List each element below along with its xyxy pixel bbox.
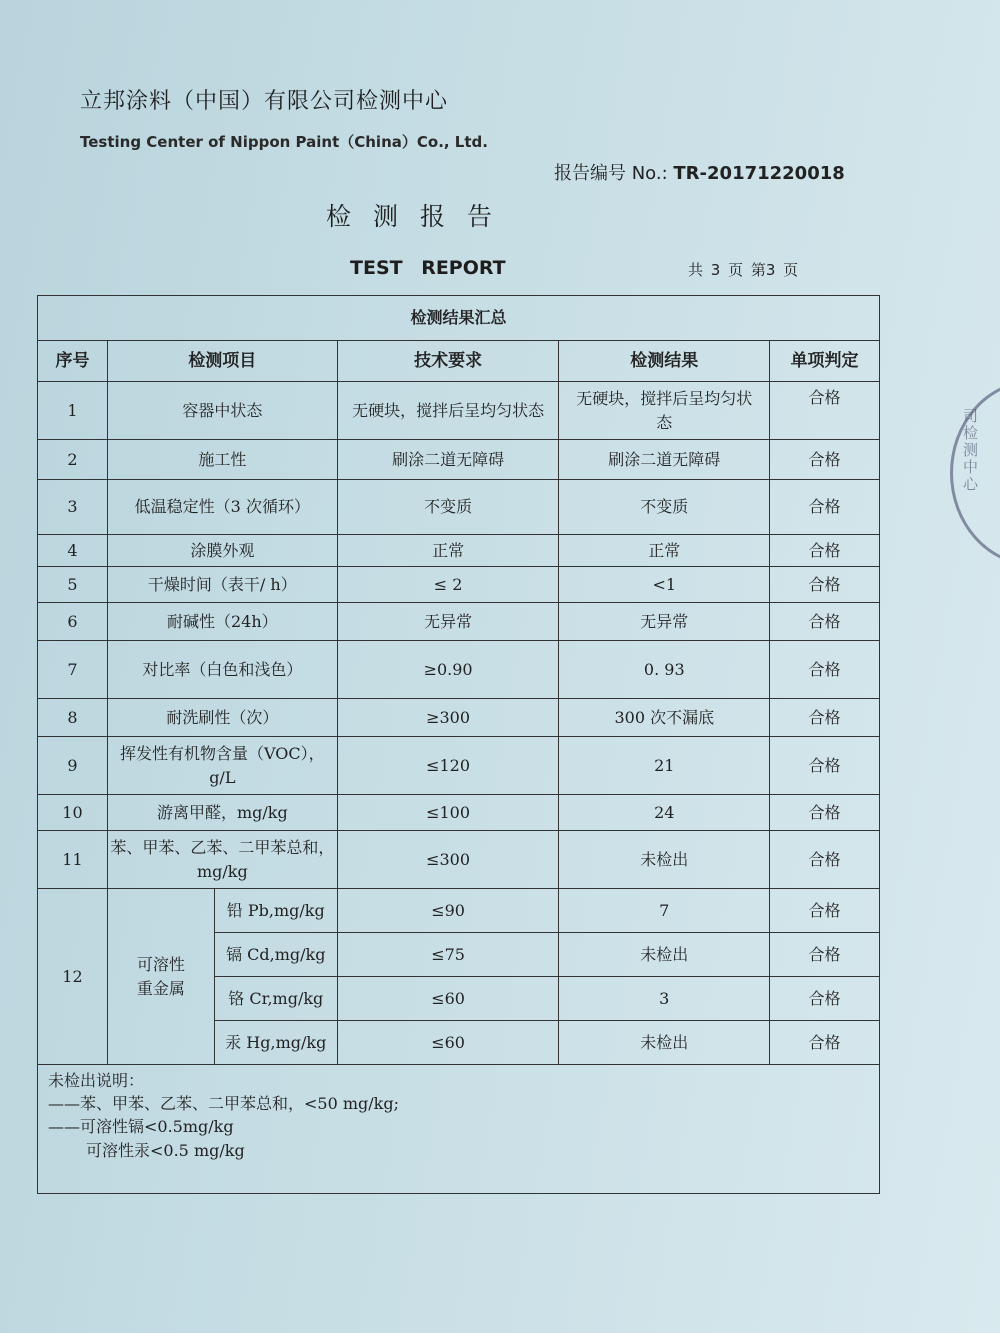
verdict: 合格	[770, 382, 880, 440]
test-result: 正常	[559, 535, 770, 567]
report-number-label: 报告编号 No.:	[554, 163, 668, 184]
test-item: 低温稳定性（3 次循环）	[107, 480, 337, 535]
not-detected-notes	[38, 1065, 880, 1194]
table-row	[38, 603, 880, 641]
test-result: 7	[559, 889, 770, 933]
test-sub-item: 镉 Cd,mg/kg	[214, 933, 337, 977]
row-number: 2	[38, 440, 108, 480]
company-name-cn: 立邦涂料（中国）有限公司检测中心	[80, 89, 449, 114]
page-info: 共 3 页 第3 页	[688, 261, 799, 279]
table-caption: 检测结果汇总	[38, 296, 880, 341]
verdict: 合格	[770, 795, 880, 831]
header-item: 检测项目	[107, 341, 337, 382]
test-results-table	[37, 295, 880, 1194]
test-item: 耐碱性（24h）	[107, 603, 337, 641]
verdict: 合格	[770, 699, 880, 737]
verdict: 合格	[770, 480, 880, 535]
table-row	[38, 480, 880, 535]
verdict: 合格	[770, 440, 880, 480]
verdict: 合格	[770, 889, 880, 933]
table-row	[38, 831, 880, 889]
technical-requirement: 正常	[337, 535, 559, 567]
verdict: 合格	[770, 1021, 880, 1065]
test-result: 24	[559, 795, 770, 831]
test-result: 0. 93	[559, 641, 770, 699]
row-number: 6	[38, 603, 108, 641]
notes-title: 未检出说明：	[48, 1071, 145, 1090]
company-name-en: Testing Center of Nippon Paint（China）Co., Ltd.	[80, 133, 488, 151]
row-number: 9	[38, 737, 108, 795]
seal-text: 司检测中心	[961, 408, 979, 493]
table-row	[38, 567, 880, 603]
row-number: 7	[38, 641, 108, 699]
test-result: 3	[559, 977, 770, 1021]
verdict: 合格	[770, 933, 880, 977]
technical-requirement: ≤ 2	[337, 567, 559, 603]
report-number	[554, 159, 845, 185]
technical-requirement: 无异常	[337, 603, 559, 641]
header-no: 序号	[38, 341, 108, 382]
test-item: 挥发性有机物含量（VOC），g/L	[107, 737, 337, 795]
table-row	[38, 699, 880, 737]
technical-requirement: 刷涂二道无障碍	[337, 440, 559, 480]
row-number: 11	[38, 831, 108, 889]
technical-requirement: ≤75	[337, 933, 559, 977]
verdict: 合格	[770, 977, 880, 1021]
test-result: 未检出	[559, 1021, 770, 1065]
test-result: 无硬块，搅拌后呈均匀状态	[559, 382, 770, 440]
verdict: 合格	[770, 535, 880, 567]
test-result: <1	[559, 567, 770, 603]
technical-requirement: ≤60	[337, 977, 559, 1021]
row-number: 10	[38, 795, 108, 831]
test-item: 涂膜外观	[107, 535, 337, 567]
test-sub-item: 铬 Cr,mg/kg	[214, 977, 337, 1021]
technical-requirement: 无硬块，搅拌后呈均匀状态	[337, 382, 559, 440]
test-result: 未检出	[559, 933, 770, 977]
report-number-value: TR-20171220018	[673, 163, 845, 184]
test-result: 未检出	[559, 831, 770, 889]
row-number: 5	[38, 567, 108, 603]
test-sub-item: 汞 Hg,mg/kg	[214, 1021, 337, 1065]
test-result: 无异常	[559, 603, 770, 641]
table-row	[38, 737, 880, 795]
test-item: 容器中状态	[107, 382, 337, 440]
table-row	[38, 641, 880, 699]
technical-requirement: ≤90	[337, 889, 559, 933]
report-title-cn: 检测报告	[326, 202, 515, 231]
test-item: 干燥时间（表干/ h）	[107, 567, 337, 603]
table-row	[38, 535, 880, 567]
header-requirement: 技术要求	[337, 341, 559, 382]
test-sub-item: 铅 Pb,mg/kg	[214, 889, 337, 933]
table-row	[38, 795, 880, 831]
technical-requirement: ≥300	[337, 699, 559, 737]
test-result: 21	[559, 737, 770, 795]
technical-requirement: 不变质	[337, 480, 559, 535]
test-item: 苯、甲苯、乙苯、二甲苯总和，mg/kg	[107, 831, 337, 889]
row-number: 8	[38, 699, 108, 737]
test-result: 不变质	[559, 480, 770, 535]
verdict: 合格	[770, 641, 880, 699]
row-number: 3	[38, 480, 108, 535]
row-number: 1	[38, 382, 108, 440]
technical-requirement: ≤60	[337, 1021, 559, 1065]
verdict: 合格	[770, 603, 880, 641]
notes-line: ——苯、甲苯、乙苯、二甲苯总和，<50 mg/kg;	[48, 1094, 399, 1114]
row-number: 4	[38, 535, 108, 567]
header-verdict: 单项判定	[770, 341, 880, 382]
notes-row	[38, 1065, 880, 1194]
test-item-group: 可溶性重金属	[107, 889, 214, 1065]
technical-requirement: ≥0.90	[337, 641, 559, 699]
table-row	[38, 889, 880, 933]
notes-line: ——可溶性镉<0.5mg/kg	[48, 1117, 234, 1137]
test-item: 对比率（白色和浅色）	[107, 641, 337, 699]
technical-requirement: ≤100	[337, 795, 559, 831]
test-item: 游离甲醛，mg/kg	[107, 795, 337, 831]
test-result: 刷涂二道无障碍	[559, 440, 770, 480]
verdict: 合格	[770, 737, 880, 795]
verdict: 合格	[770, 831, 880, 889]
test-result: 300 次不漏底	[559, 699, 770, 737]
row-number: 12	[38, 889, 108, 1065]
table-row	[38, 382, 880, 440]
verdict: 合格	[770, 567, 880, 603]
header-result: 检测结果	[559, 341, 770, 382]
notes-line: 可溶性汞<0.5 mg/kg	[86, 1140, 245, 1160]
technical-requirement: ≤120	[337, 737, 559, 795]
report-title-en: TEST REPORT	[350, 257, 506, 279]
test-item: 耐洗刷性（次）	[107, 699, 337, 737]
technical-requirement: ≤300	[337, 831, 559, 889]
test-item: 施工性	[107, 440, 337, 480]
table-row	[38, 440, 880, 480]
